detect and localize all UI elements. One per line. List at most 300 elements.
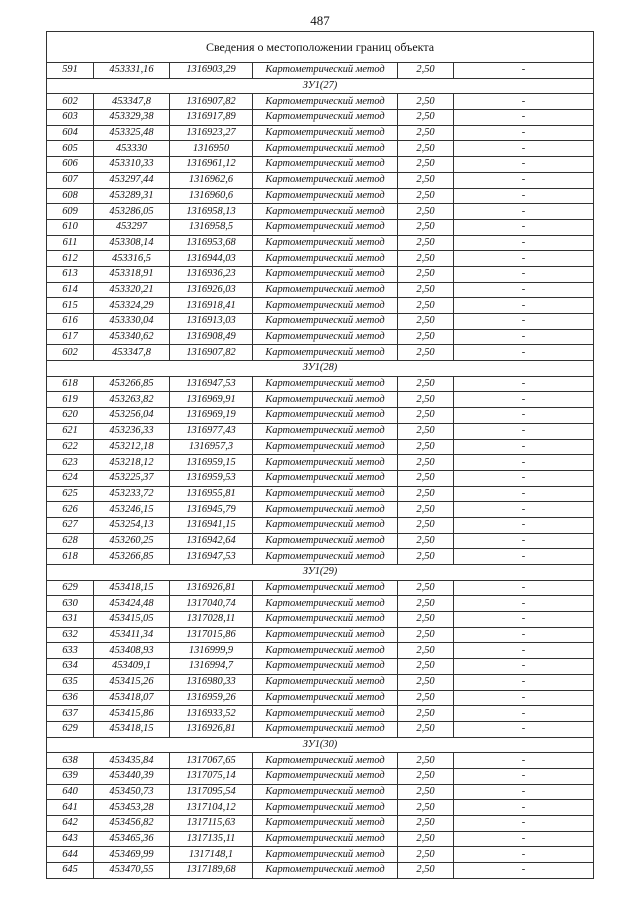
point-number: 625 xyxy=(47,486,94,502)
coord-y: 1317104,12 xyxy=(170,800,253,816)
coord-y: 1316907,82 xyxy=(170,94,253,110)
accuracy-cell: 2,50 xyxy=(398,392,454,408)
coord-x: 453324,29 xyxy=(94,298,170,314)
point-number: 612 xyxy=(47,251,94,267)
coord-x: 453453,28 xyxy=(94,800,170,816)
table-row xyxy=(47,204,594,220)
note-cell: - xyxy=(454,753,594,769)
point-number: 636 xyxy=(47,690,94,706)
note-cell: - xyxy=(454,251,594,267)
method-cell: Картометрический метод xyxy=(253,329,398,345)
method-cell: Картометрический метод xyxy=(253,408,398,424)
point-number: 618 xyxy=(47,549,94,565)
method-cell: Картометрический метод xyxy=(253,455,398,471)
coord-x: 453347,8 xyxy=(94,94,170,110)
method-cell: Картометрический метод xyxy=(253,439,398,455)
accuracy-cell: 2,50 xyxy=(398,517,454,533)
table-row xyxy=(47,63,594,79)
method-cell: Картометрический метод xyxy=(253,706,398,722)
coord-y: 1316959,53 xyxy=(170,470,253,486)
table-row xyxy=(47,706,594,722)
accuracy-cell: 2,50 xyxy=(398,376,454,392)
coord-y: 1316903,29 xyxy=(170,63,253,79)
point-number: 644 xyxy=(47,847,94,863)
point-number: 603 xyxy=(47,110,94,126)
section-row xyxy=(47,565,594,581)
table-row xyxy=(47,768,594,784)
table-row xyxy=(47,627,594,643)
coord-x: 453266,85 xyxy=(94,376,170,392)
table-row xyxy=(47,188,594,204)
coord-y: 1316907,82 xyxy=(170,345,253,361)
section-label: ЗУ1(28) xyxy=(47,361,594,377)
method-cell: Картометрический метод xyxy=(253,470,398,486)
section-label: ЗУ1(30) xyxy=(47,737,594,753)
method-cell: Картометрический метод xyxy=(253,674,398,690)
method-cell: Картометрический метод xyxy=(253,800,398,816)
coord-x: 453424,48 xyxy=(94,596,170,612)
note-cell: - xyxy=(454,266,594,282)
point-number: 617 xyxy=(47,329,94,345)
accuracy-cell: 2,50 xyxy=(398,721,454,737)
method-cell: Картометрический метод xyxy=(253,627,398,643)
point-number: 630 xyxy=(47,596,94,612)
method-cell: Картометрический метод xyxy=(253,235,398,251)
coord-x: 453435,84 xyxy=(94,753,170,769)
method-cell: Картометрический метод xyxy=(253,784,398,800)
point-number: 614 xyxy=(47,282,94,298)
point-number: 633 xyxy=(47,643,94,659)
table-row xyxy=(47,141,594,157)
note-cell: - xyxy=(454,674,594,690)
accuracy-cell: 2,50 xyxy=(398,706,454,722)
accuracy-cell: 2,50 xyxy=(398,768,454,784)
accuracy-cell: 2,50 xyxy=(398,314,454,330)
note-cell: - xyxy=(454,141,594,157)
table-row xyxy=(47,721,594,737)
note-cell: - xyxy=(454,125,594,141)
point-number: 606 xyxy=(47,157,94,173)
point-number: 639 xyxy=(47,768,94,784)
coord-x: 453297,44 xyxy=(94,172,170,188)
coord-y: 1317067,65 xyxy=(170,753,253,769)
coord-x: 453440,39 xyxy=(94,768,170,784)
note-cell: - xyxy=(454,627,594,643)
coord-x: 453456,82 xyxy=(94,816,170,832)
coord-x: 453256,04 xyxy=(94,408,170,424)
table-row xyxy=(47,392,594,408)
coord-y: 1316933,52 xyxy=(170,706,253,722)
coord-x: 453316,5 xyxy=(94,251,170,267)
method-cell: Картометрический метод xyxy=(253,549,398,565)
point-number: 604 xyxy=(47,125,94,141)
table-row xyxy=(47,125,594,141)
method-cell: Картометрический метод xyxy=(253,502,398,518)
method-cell: Картометрический метод xyxy=(253,816,398,832)
method-cell: Картометрический метод xyxy=(253,298,398,314)
point-number: 627 xyxy=(47,517,94,533)
table-row xyxy=(47,235,594,251)
note-cell: - xyxy=(454,486,594,502)
note-cell: - xyxy=(454,63,594,79)
accuracy-cell: 2,50 xyxy=(398,110,454,126)
accuracy-cell: 2,50 xyxy=(398,141,454,157)
note-cell: - xyxy=(454,784,594,800)
coord-y: 1316959,26 xyxy=(170,690,253,706)
note-cell: - xyxy=(454,408,594,424)
coord-y: 1317135,11 xyxy=(170,831,253,847)
accuracy-cell: 2,50 xyxy=(398,816,454,832)
coord-x: 453329,38 xyxy=(94,110,170,126)
coord-x: 453469,99 xyxy=(94,847,170,863)
point-number: 641 xyxy=(47,800,94,816)
table-row xyxy=(47,282,594,298)
coord-y: 1316977,43 xyxy=(170,423,253,439)
point-number: 629 xyxy=(47,721,94,737)
coord-y: 1317095,54 xyxy=(170,784,253,800)
coord-y: 1317075,14 xyxy=(170,768,253,784)
accuracy-cell: 2,50 xyxy=(398,188,454,204)
accuracy-cell: 2,50 xyxy=(398,580,454,596)
coord-y: 1316994,7 xyxy=(170,659,253,675)
method-cell: Картометрический метод xyxy=(253,188,398,204)
method-cell: Картометрический метод xyxy=(253,314,398,330)
section-label: ЗУ1(27) xyxy=(47,78,594,94)
method-cell: Картометрический метод xyxy=(253,596,398,612)
note-cell: - xyxy=(454,643,594,659)
note-cell: - xyxy=(454,517,594,533)
table-row xyxy=(47,690,594,706)
table-row xyxy=(47,816,594,832)
point-number: 609 xyxy=(47,204,94,220)
accuracy-cell: 2,50 xyxy=(398,659,454,675)
note-cell: - xyxy=(454,800,594,816)
point-number: 635 xyxy=(47,674,94,690)
coord-x: 453246,15 xyxy=(94,502,170,518)
coord-y: 1316962,6 xyxy=(170,172,253,188)
table-row xyxy=(47,502,594,518)
method-cell: Картометрический метод xyxy=(253,172,398,188)
table-row xyxy=(47,219,594,235)
method-cell: Картометрический метод xyxy=(253,125,398,141)
coord-y: 1316936,23 xyxy=(170,266,253,282)
accuracy-cell: 2,50 xyxy=(398,63,454,79)
point-number: 602 xyxy=(47,94,94,110)
accuracy-cell: 2,50 xyxy=(398,439,454,455)
coord-y: 1316960,6 xyxy=(170,188,253,204)
point-number: 607 xyxy=(47,172,94,188)
coord-x: 453318,91 xyxy=(94,266,170,282)
method-cell: Картометрический метод xyxy=(253,612,398,628)
accuracy-cell: 2,50 xyxy=(398,204,454,220)
coord-x: 453340,62 xyxy=(94,329,170,345)
point-number: 611 xyxy=(47,235,94,251)
point-number: 631 xyxy=(47,612,94,628)
table-row xyxy=(47,94,594,110)
note-cell: - xyxy=(454,768,594,784)
coord-y: 1316953,68 xyxy=(170,235,253,251)
accuracy-cell: 2,50 xyxy=(398,486,454,502)
page-number: 487 xyxy=(310,13,330,28)
note-cell: - xyxy=(454,188,594,204)
table-row xyxy=(47,470,594,486)
accuracy-cell: 2,50 xyxy=(398,423,454,439)
note-cell: - xyxy=(454,659,594,675)
table-row xyxy=(47,266,594,282)
coord-x: 453236,33 xyxy=(94,423,170,439)
point-number: 640 xyxy=(47,784,94,800)
note-cell: - xyxy=(454,157,594,173)
table-row xyxy=(47,110,594,126)
accuracy-cell: 2,50 xyxy=(398,847,454,863)
point-number: 642 xyxy=(47,816,94,832)
accuracy-cell: 2,50 xyxy=(398,94,454,110)
note-cell: - xyxy=(454,847,594,863)
coord-y: 1317189,68 xyxy=(170,863,253,879)
coord-y: 1316961,12 xyxy=(170,157,253,173)
method-cell: Картометрический метод xyxy=(253,392,398,408)
coord-x: 453325,48 xyxy=(94,125,170,141)
point-number: 618 xyxy=(47,376,94,392)
table-row xyxy=(47,643,594,659)
table-row xyxy=(47,298,594,314)
note-cell: - xyxy=(454,282,594,298)
accuracy-cell: 2,50 xyxy=(398,470,454,486)
coord-y: 1316941,15 xyxy=(170,517,253,533)
method-cell: Картометрический метод xyxy=(253,659,398,675)
note-cell: - xyxy=(454,204,594,220)
coord-x: 453320,21 xyxy=(94,282,170,298)
table-header-row xyxy=(47,32,594,63)
section-row xyxy=(47,361,594,377)
table-body xyxy=(47,32,594,879)
coord-y: 1316959,15 xyxy=(170,455,253,471)
method-cell: Картометрический метод xyxy=(253,753,398,769)
point-number: 619 xyxy=(47,392,94,408)
method-cell: Картометрический метод xyxy=(253,643,398,659)
note-cell: - xyxy=(454,690,594,706)
accuracy-cell: 2,50 xyxy=(398,266,454,282)
coord-y: 1316944,03 xyxy=(170,251,253,267)
point-number: 621 xyxy=(47,423,94,439)
note-cell: - xyxy=(454,721,594,737)
table-row xyxy=(47,659,594,675)
accuracy-cell: 2,50 xyxy=(398,674,454,690)
note-cell: - xyxy=(454,298,594,314)
accuracy-cell: 2,50 xyxy=(398,282,454,298)
accuracy-cell: 2,50 xyxy=(398,596,454,612)
note-cell: - xyxy=(454,612,594,628)
point-number: 602 xyxy=(47,345,94,361)
accuracy-cell: 2,50 xyxy=(398,172,454,188)
section-label: ЗУ1(29) xyxy=(47,565,594,581)
note-cell: - xyxy=(454,329,594,345)
note-cell: - xyxy=(454,816,594,832)
coord-y: 1316926,81 xyxy=(170,580,253,596)
note-cell: - xyxy=(454,470,594,486)
point-number: 637 xyxy=(47,706,94,722)
method-cell: Картометрический метод xyxy=(253,219,398,235)
note-cell: - xyxy=(454,502,594,518)
coord-x: 453260,25 xyxy=(94,533,170,549)
accuracy-cell: 2,50 xyxy=(398,157,454,173)
method-cell: Картометрический метод xyxy=(253,690,398,706)
coord-x: 453225,37 xyxy=(94,470,170,486)
coord-x: 453263,82 xyxy=(94,392,170,408)
table-row xyxy=(47,847,594,863)
coord-x: 453415,05 xyxy=(94,612,170,628)
note-cell: - xyxy=(454,580,594,596)
note-cell: - xyxy=(454,549,594,565)
coord-x: 453297 xyxy=(94,219,170,235)
coord-x: 453330 xyxy=(94,141,170,157)
table-row xyxy=(47,314,594,330)
note-cell: - xyxy=(454,706,594,722)
method-cell: Картометрический метод xyxy=(253,251,398,267)
accuracy-cell: 2,50 xyxy=(398,831,454,847)
table-row xyxy=(47,863,594,879)
table-row xyxy=(47,517,594,533)
table-row xyxy=(47,486,594,502)
point-number: 626 xyxy=(47,502,94,518)
accuracy-cell: 2,50 xyxy=(398,612,454,628)
coord-x: 453289,31 xyxy=(94,188,170,204)
coord-y: 1317015,86 xyxy=(170,627,253,643)
coord-y: 1316958,5 xyxy=(170,219,253,235)
table-row xyxy=(47,580,594,596)
table-row xyxy=(47,172,594,188)
point-number: 591 xyxy=(47,63,94,79)
coord-y: 1316908,49 xyxy=(170,329,253,345)
note-cell: - xyxy=(454,94,594,110)
coord-y: 1317040,74 xyxy=(170,596,253,612)
table-row xyxy=(47,753,594,769)
method-cell: Картометрический метод xyxy=(253,110,398,126)
coord-x: 453254,13 xyxy=(94,517,170,533)
coord-x: 453415,86 xyxy=(94,706,170,722)
accuracy-cell: 2,50 xyxy=(398,345,454,361)
table-row xyxy=(47,408,594,424)
point-number: 616 xyxy=(47,314,94,330)
accuracy-cell: 2,50 xyxy=(398,298,454,314)
table-title: Сведения о местоположении границ объекта xyxy=(47,32,594,63)
method-cell: Картометрический метод xyxy=(253,266,398,282)
coord-y: 1316958,13 xyxy=(170,204,253,220)
note-cell: - xyxy=(454,110,594,126)
table-row xyxy=(47,831,594,847)
method-cell: Картометрический метод xyxy=(253,847,398,863)
point-number: 613 xyxy=(47,266,94,282)
accuracy-cell: 2,50 xyxy=(398,502,454,518)
coord-y: 1316926,03 xyxy=(170,282,253,298)
coord-x: 453218,12 xyxy=(94,455,170,471)
method-cell: Картометрический метод xyxy=(253,345,398,361)
coord-x: 453415,26 xyxy=(94,674,170,690)
coord-x: 453330,04 xyxy=(94,314,170,330)
point-number: 622 xyxy=(47,439,94,455)
table-row xyxy=(47,376,594,392)
table-row xyxy=(47,533,594,549)
coord-y: 1316950 xyxy=(170,141,253,157)
coord-x: 453411,34 xyxy=(94,627,170,643)
method-cell: Картометрический метод xyxy=(253,94,398,110)
point-number: 628 xyxy=(47,533,94,549)
coord-x: 453266,85 xyxy=(94,549,170,565)
accuracy-cell: 2,50 xyxy=(398,408,454,424)
point-number: 643 xyxy=(47,831,94,847)
coord-y: 1316947,53 xyxy=(170,549,253,565)
section-row xyxy=(47,78,594,94)
table-row xyxy=(47,612,594,628)
coord-x: 453418,15 xyxy=(94,580,170,596)
method-cell: Картометрический метод xyxy=(253,157,398,173)
accuracy-cell: 2,50 xyxy=(398,863,454,879)
point-number: 638 xyxy=(47,753,94,769)
table-row xyxy=(47,800,594,816)
table-row xyxy=(47,596,594,612)
note-cell: - xyxy=(454,596,594,612)
note-cell: - xyxy=(454,863,594,879)
method-cell: Картометрический метод xyxy=(253,863,398,879)
table-row xyxy=(47,784,594,800)
method-cell: Картометрический метод xyxy=(253,580,398,596)
note-cell: - xyxy=(454,345,594,361)
method-cell: Картометрический метод xyxy=(253,533,398,549)
accuracy-cell: 2,50 xyxy=(398,627,454,643)
coord-y: 1316947,53 xyxy=(170,376,253,392)
point-number: 605 xyxy=(47,141,94,157)
table-row xyxy=(47,345,594,361)
point-number: 629 xyxy=(47,580,94,596)
accuracy-cell: 2,50 xyxy=(398,235,454,251)
accuracy-cell: 2,50 xyxy=(398,219,454,235)
coord-y: 1316918,41 xyxy=(170,298,253,314)
coord-y: 1316945,79 xyxy=(170,502,253,518)
coord-y: 1316917,89 xyxy=(170,110,253,126)
note-cell: - xyxy=(454,831,594,847)
accuracy-cell: 2,50 xyxy=(398,533,454,549)
accuracy-cell: 2,50 xyxy=(398,329,454,345)
coord-y: 1316969,19 xyxy=(170,408,253,424)
coord-x: 453308,14 xyxy=(94,235,170,251)
coord-x: 453418,07 xyxy=(94,690,170,706)
coord-x: 453465,36 xyxy=(94,831,170,847)
coord-y: 1316999,9 xyxy=(170,643,253,659)
method-cell: Картометрический метод xyxy=(253,376,398,392)
coord-x: 453409,1 xyxy=(94,659,170,675)
accuracy-cell: 2,50 xyxy=(398,549,454,565)
accuracy-cell: 2,50 xyxy=(398,753,454,769)
method-cell: Картометрический метод xyxy=(253,63,398,79)
point-number: 615 xyxy=(47,298,94,314)
accuracy-cell: 2,50 xyxy=(398,690,454,706)
coord-y: 1317148,1 xyxy=(170,847,253,863)
table-row xyxy=(47,455,594,471)
coord-x: 453470,55 xyxy=(94,863,170,879)
point-number: 634 xyxy=(47,659,94,675)
coord-y: 1317028,11 xyxy=(170,612,253,628)
coord-x: 453286,05 xyxy=(94,204,170,220)
note-cell: - xyxy=(454,455,594,471)
coord-x: 453331,16 xyxy=(94,63,170,79)
table-row xyxy=(47,251,594,267)
point-number: 610 xyxy=(47,219,94,235)
point-number: 632 xyxy=(47,627,94,643)
coord-x: 453233,72 xyxy=(94,486,170,502)
note-cell: - xyxy=(454,439,594,455)
method-cell: Картометрический метод xyxy=(253,517,398,533)
note-cell: - xyxy=(454,235,594,251)
